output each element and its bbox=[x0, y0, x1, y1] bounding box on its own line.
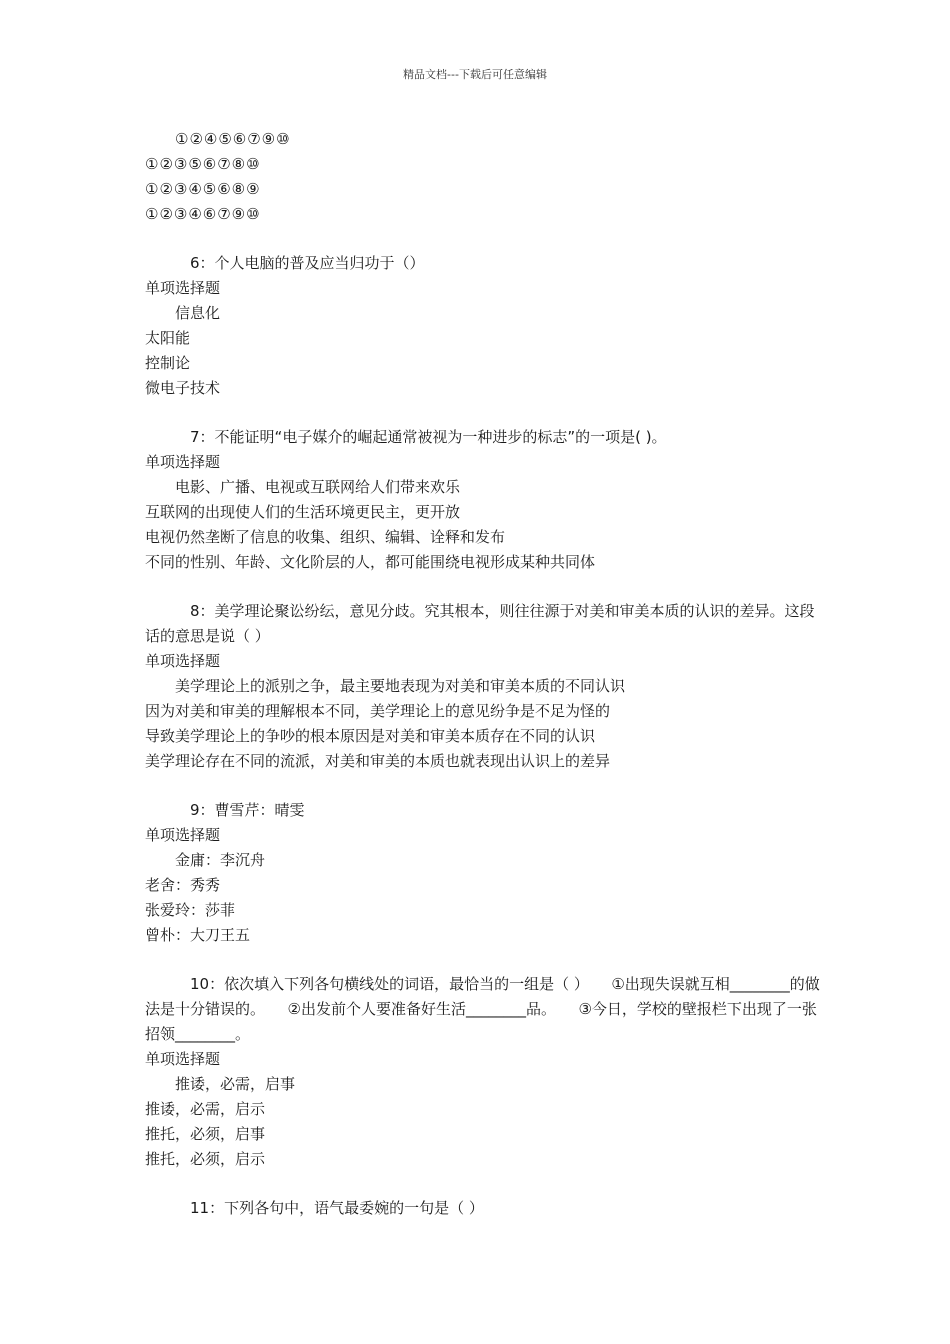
question-type: 单项选择题 bbox=[145, 1050, 221, 1068]
answer-option: 推诿，必需，启示 bbox=[145, 1100, 266, 1118]
answer-option: 电视仍然垄断了信息的收集、组织、编辑、诠释和发布 bbox=[145, 528, 506, 546]
option-row: ①②③⑤⑥⑦⑧⑩ bbox=[145, 155, 261, 173]
option-row: ①②③④⑥⑦⑨⑩ bbox=[145, 205, 261, 223]
option-row: ①②③④⑤⑥⑧⑨ bbox=[145, 180, 261, 198]
option-row: ①②④⑤⑥⑦⑨⑩ bbox=[175, 130, 291, 148]
answer-option: 控制论 bbox=[145, 354, 191, 372]
answer-option: 推托，必须，启事 bbox=[145, 1125, 266, 1143]
question-9 bbox=[145, 798, 825, 948]
answer-option: 推诿，必需，启事 bbox=[175, 1075, 296, 1093]
question-8 bbox=[145, 599, 825, 774]
answer-option: 美学理论存在不同的流派，对美和审美的本质也就表现出认识上的差异 bbox=[145, 752, 611, 770]
answer-option: 电影、广播、电视或互联网给人们带来欢乐 bbox=[175, 478, 461, 496]
answer-option: 老舍：秀秀 bbox=[145, 876, 221, 894]
answer-option: 推托，必须，启示 bbox=[145, 1150, 266, 1168]
answer-option: 信息化 bbox=[175, 304, 221, 322]
question-type: 单项选择题 bbox=[145, 652, 221, 670]
answer-option: 导致美学理论上的争吵的根本原因是对美和审美本质存在不同的认识 bbox=[145, 727, 596, 745]
document-body bbox=[145, 127, 825, 1221]
question-title: 8：美学理论聚讼纷纭，意见分歧。究其根本，则往往源于对美和审美本质的认识的差异。这段话的意思是说（ ） bbox=[145, 602, 815, 645]
answer-option: 微电子技术 bbox=[145, 379, 221, 397]
question-type: 单项选择题 bbox=[145, 826, 221, 844]
question-10 bbox=[145, 972, 825, 1172]
answer-option: 曾朴：大刀王五 bbox=[145, 926, 251, 944]
answer-option: 张爱玲：莎菲 bbox=[145, 901, 236, 919]
answer-option: 互联网的出现使人们的生活环境更民主，更开放 bbox=[145, 503, 461, 521]
option-rows bbox=[145, 127, 825, 227]
answer-option: 金庸：李沉舟 bbox=[175, 851, 266, 869]
question-title: 6：个人电脑的普及应当归功于（） bbox=[190, 254, 425, 272]
answer-option: 因为对美和审美的理解根本不同，美学理论上的意见纷争是不足为怪的 bbox=[145, 702, 611, 720]
answer-option: 太阳能 bbox=[145, 329, 191, 347]
answer-option: 美学理论上的派别之争，最主要地表现为对美和审美本质的不同认识 bbox=[175, 677, 626, 695]
answer-option: 不同的性别、年龄、文化阶层的人，都可能围绕电视形成某种共同体 bbox=[145, 553, 596, 571]
question-7 bbox=[145, 425, 825, 575]
page-header: 精品文档---下载后可任意编辑 bbox=[403, 68, 547, 81]
question-type: 单项选择题 bbox=[145, 279, 221, 297]
question-type: 单项选择题 bbox=[145, 453, 221, 471]
question-11 bbox=[145, 1196, 825, 1221]
question-title: 7：不能证明“电子媒介的崛起通常被视为一种进步的标志”的一项是( )。 bbox=[190, 428, 667, 446]
question-6 bbox=[145, 251, 825, 401]
question-title: 11：下列各句中，语气最委婉的一句是（ ） bbox=[190, 1199, 484, 1217]
question-title: 9：曹雪芹：晴雯 bbox=[190, 801, 305, 819]
question-title: 10：依次填入下列各句横线处的词语，最恰当的一组是（ ） ①出现失误就互相________的做法是十分错误的。 ②出发前个人要准备好生活________品。 ③今日，学校的壁报栏下出现了一张招领________。 bbox=[145, 975, 820, 1043]
